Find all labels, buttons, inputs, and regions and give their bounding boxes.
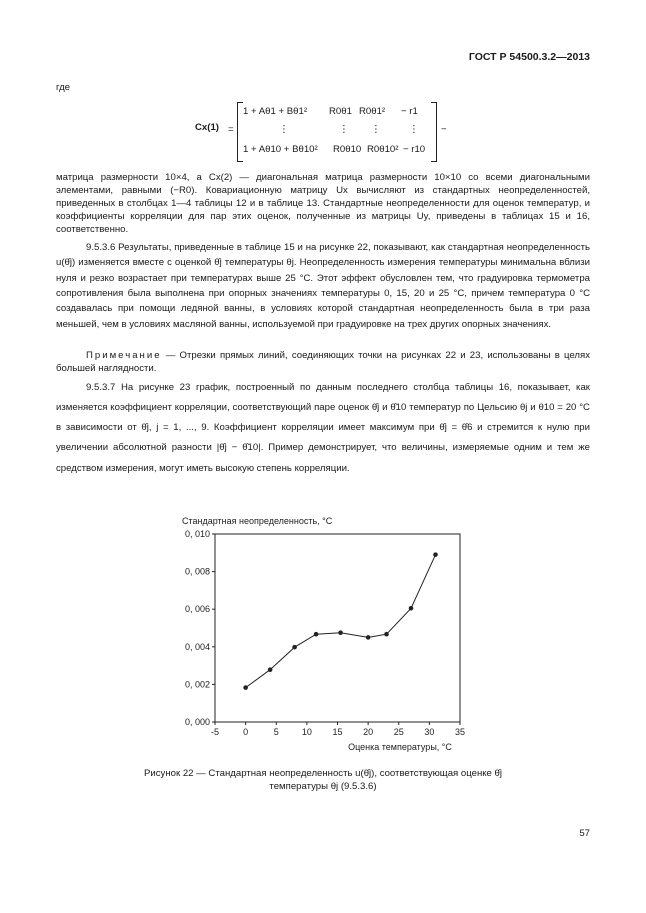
data-point bbox=[384, 632, 389, 637]
caption-line-2: температуры θj (9.5.3.6) bbox=[269, 780, 377, 792]
trailing-sign: − bbox=[441, 124, 447, 135]
data-point bbox=[243, 685, 248, 690]
y-ticks bbox=[185, 529, 215, 727]
data-point bbox=[366, 635, 371, 640]
x-ticks bbox=[211, 722, 465, 737]
x-tick-label: 20 bbox=[363, 727, 374, 737]
matrix-cell: 1 + Aθ10 + Bθ10² bbox=[243, 144, 318, 155]
matrix-cell: − r1 bbox=[401, 106, 418, 117]
where-label: где bbox=[56, 82, 71, 93]
matrix-cell: R0θ1 bbox=[329, 106, 352, 117]
page-number: 57 bbox=[579, 828, 590, 839]
data-point bbox=[433, 552, 438, 557]
uncertainty-chart bbox=[170, 510, 480, 755]
paragraph-9-5-3-6: 9.5.3.6 Результаты, приведенные в таблице 15 и на рисунке 22, показывают, как стандартная неопределенность u(θ̂j) изменяется вместе с оценкой θ̂j температуры θj. Неопределенность измерения температуры минимальна вблизи нуля и резко возрастает при температурах выше 25 °С. Этот эффект обусловлен тем, что градуировка термометра сопротивления была выполнена при опорных значениях температуры 0, 15, 20 и 25 °С, причем температура 0 °С создавалась при помощи ледяной ванны, в условиях которой стандартная неопределенность была в три раза меньшей, чем в условиях масляной ванны, используемой при градуировке на трех других опорных значениях. bbox=[56, 242, 590, 330]
matrix-cell: 1 + Aθ1 + Bθ1² bbox=[243, 106, 308, 117]
data-points bbox=[243, 552, 437, 690]
y-tick-label: 0, 004 bbox=[184, 641, 210, 652]
plot-frame bbox=[215, 534, 460, 722]
x-tick-label: 25 bbox=[393, 727, 404, 737]
y-tick-label: 0, 008 bbox=[184, 566, 210, 577]
matrix-formula bbox=[195, 100, 455, 164]
matrix-cell: R0θ10² bbox=[367, 144, 399, 155]
matrix-cell: ⋮ bbox=[371, 124, 381, 135]
note-text: — Отрезки прямых линий, соединяющих точки на рисунках 22 и 23, использованы в целях большей наглядности. bbox=[56, 350, 590, 374]
matrix-cell: ⋮ bbox=[279, 124, 289, 135]
matrix-cell: R0θ1² bbox=[359, 106, 386, 117]
matrix-cell: ⋮ bbox=[409, 124, 419, 135]
y-tick-label: 0, 010 bbox=[184, 529, 210, 539]
chart-axes bbox=[215, 534, 460, 722]
y-tick-label: 0, 006 bbox=[184, 604, 210, 615]
caption-line-1: Рисунок 22 — Стандартная неопределенность u(θ̂j), соответствующая оценке θ̂j bbox=[143, 768, 503, 779]
x-tick-label: 30 bbox=[424, 727, 435, 737]
matrix-cell: R0θ10 bbox=[333, 144, 362, 155]
paragraph-9-5-3-7: 9.5.3.7 На рисунке 23 график, построенный по данным последнего столбца таблицы 16, показывает, как изменяется коэффициент корреляции, соответствующий паре оценок θ̂j и θ̂10 температур по Цельсию θj и θ10 = 20 °С в зависимости от θ̂j, j = 1, ..., 9. Коэффициент корреляции имеет максимум при θ̂j = θ̂6 и стремится к нулю при увеличении абсолютной разности |θ̂j − θ̂10|. Пример демонстрирует, что величины, измеряемые одним и тем же средством измерения, могут иметь высокую степень корреляции. bbox=[56, 382, 590, 474]
x-tick-label: 5 bbox=[273, 727, 279, 737]
data-point bbox=[268, 667, 273, 672]
x-tick-label: 0 bbox=[243, 727, 249, 737]
series-line bbox=[246, 555, 436, 688]
x-tick-label: -5 bbox=[210, 727, 220, 737]
data-point bbox=[292, 645, 297, 650]
x-tick-label: 15 bbox=[332, 727, 343, 737]
y-tick-label: 0, 000 bbox=[184, 717, 210, 727]
right-bracket bbox=[431, 102, 437, 162]
standard-designation: ГОСТ Р 54500.3.2—2013 bbox=[468, 51, 590, 63]
x-tick-label: 10 bbox=[301, 727, 312, 737]
note-prefix: Примечание bbox=[86, 350, 162, 361]
x-axis-label: Оценка температуры, °С bbox=[348, 742, 452, 752]
matrix-cell: ⋮ bbox=[339, 124, 349, 135]
matrix-cell: − r10 bbox=[403, 144, 426, 155]
note bbox=[56, 350, 590, 376]
matrix-symbol: Cx(1) bbox=[195, 122, 219, 133]
x-tick-label: 35 bbox=[454, 727, 466, 737]
y-axis-label: Стандартная неопределенность, °С bbox=[182, 516, 333, 526]
data-point bbox=[338, 630, 343, 635]
data-point bbox=[409, 606, 414, 611]
y-tick-label: 0, 002 bbox=[184, 679, 210, 690]
figure-caption bbox=[60, 768, 586, 794]
data-point bbox=[314, 632, 319, 637]
equals-sign: = bbox=[228, 124, 234, 135]
paragraph-matrix-description: матрица размерности 10×4, а Cx(2) — диагональная матрица размерности 10×10 со всеми диагональными элементами, равными (−R0). Ковариационную матрицу Ux вычисляют из стандартных неопределенностей, приведенных в столбцах 1—4 таблицы 12 и в таблице 13. Стандартные неопределенности для оценок температур, и коэффициенты корреляции для пар этих оценок, полученные из матрицы Uy, приведены в таблицах 15 и 16, соответственно. bbox=[56, 172, 590, 235]
